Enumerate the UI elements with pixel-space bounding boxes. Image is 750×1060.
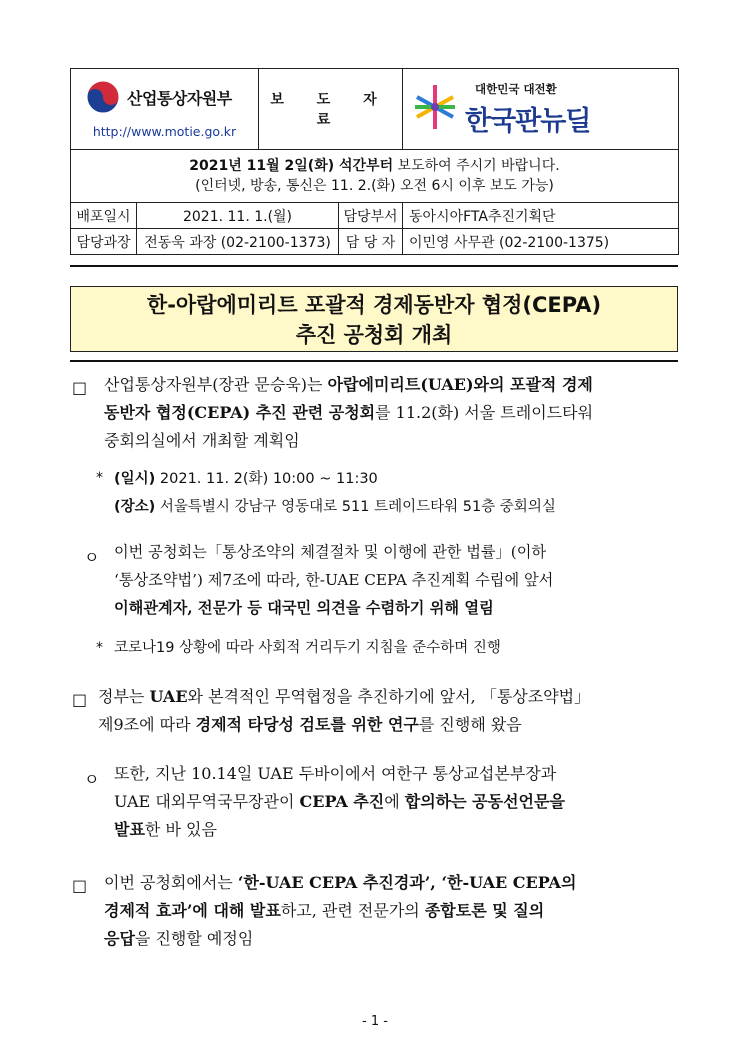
p3-emphasis: UAE [149, 687, 188, 706]
brand-logo-cell [403, 69, 679, 150]
p5-emphasis-3: 종합토론 및 질의 [424, 901, 545, 920]
p1-text-3: 중회의실에서 개최할 계획임 [104, 431, 300, 450]
page-number: - 1 - [362, 1014, 388, 1029]
p4-emphasis: CEPA 추진 [299, 792, 385, 811]
place-value: 서울특별시 강남구 영동대로 511 트레이드타워 51층 중회의실 [155, 499, 556, 515]
brand-name: 한국판뉴딜 [465, 106, 591, 137]
embargo-notice [71, 150, 679, 203]
p2-text-1: 이번 공청회는「통상조약의 체결절차 및 이행에 관한 법률」(이하 [114, 543, 547, 561]
paragraph-4 [114, 760, 680, 844]
p1-text: 산업통상자원부(장관 문승욱)는 [104, 375, 328, 394]
event-details [114, 465, 674, 521]
p2-emphasis: 이해관계자, 전문가 등 대국민 의견을 수렴하기 위해 열림 [114, 599, 494, 617]
director-value: 전동욱 과장 (02-2100-1373) [137, 229, 339, 255]
asterisk-marker: * [96, 470, 103, 486]
department-label: 담당부서 [339, 203, 403, 229]
p1-emphasis: 아랍에미리트(UAE)와의 포괄적 경제 [327, 375, 593, 394]
covid-note: 코로나19 상황에 따라 사회적 거리두기 지침을 준수하며 진행 [114, 640, 501, 656]
p3-emphasis-2: 경제적 타당성 검토를 위한 연구 [195, 715, 419, 734]
divider-bottom [70, 360, 678, 362]
p4-text-2: UAE 대외무역국무장관이 [114, 792, 300, 811]
p4-text-3: 에 [384, 792, 405, 811]
p4-text-4: 한 바 있음 [144, 820, 217, 839]
asterisk-marker-2: * [96, 640, 103, 656]
p5-text-2: 하고, 관련 전문가의 [280, 901, 425, 920]
p3-text: 정부는 [98, 687, 150, 706]
date-value: 2021. 11. 2(화) 10:00 ~ 11:30 [155, 471, 378, 487]
ministry-logo [85, 79, 232, 115]
circle-bullet: ㅇ [84, 548, 100, 567]
p2-text-2: ‘통상조약법’) 제7조에 따라, 한-UAE CEPA 추진계획 수립에 앞서 [114, 571, 554, 589]
p5-text-3: 을 진행할 예정임 [134, 929, 254, 948]
brand-slogan: 대한민국 대전환 [475, 82, 557, 96]
square-bullet: □ [72, 378, 88, 397]
p1-text-2: 를 11.2(화) 서울 트레이드타워 [375, 403, 594, 422]
ministry-logo-cell [71, 69, 259, 150]
taegeuk-emblem-icon [85, 79, 121, 115]
place-label: (장소) [114, 499, 156, 515]
square-bullet-3: □ [72, 876, 88, 895]
paragraph-5 [104, 869, 680, 953]
contact-value: 이민영 사무관 (02-2100-1375) [403, 229, 679, 255]
doc-title: 보 도 자 료 [259, 69, 403, 150]
director-label: 담당과장 [71, 229, 137, 255]
p4-emphasis-3: 발표 [114, 820, 145, 839]
p4-text-1: 또한, 지난 10.14일 UAE 두바이에서 여한구 통상교섭본부장과 [114, 764, 557, 783]
press-release-title [70, 286, 678, 352]
circle-bullet-2: ㅇ [84, 770, 100, 789]
header-table [70, 68, 679, 255]
square-bullet-2: □ [72, 690, 88, 709]
p1-emphasis-2: 동반자 협정(CEPA) 추진 관련 공청회 [104, 403, 376, 422]
p3-text-3: 제9조에 따라 [98, 715, 196, 734]
new-deal-logo-icon [411, 81, 459, 133]
embargo-date: 2021년 11월 2일(화) 석간부터 [189, 158, 394, 174]
ministry-name: 산업통상자원부 [127, 88, 232, 108]
release-date-value: 2021. 11. 1.(월) [137, 203, 339, 229]
embargo-online-note: (인터넷, 방송, 통신은 11. 2.(화) 오전 6시 이후 보도 가능) [195, 178, 554, 194]
p5-emphasis: ‘한-UAE CEPA 추진경과’, ‘한-UAE CEPA의 [237, 873, 577, 892]
contact-label: 담 당 자 [339, 229, 403, 255]
title-line-2: 추진 공청회 개최 [295, 323, 453, 347]
p4-emphasis-2: 합의하는 공동선언문을 [404, 792, 565, 811]
embargo-text: 보도하여 주시기 바랍니다. [393, 158, 560, 174]
p3-text-2: 와 본격적인 무역협정을 추진하기에 앞서, 「통상조약법」 [187, 687, 591, 706]
title-line-1: 한-아랍에미리트 포괄적 경제동반자 협정(CEPA) [146, 293, 602, 317]
divider-top [70, 265, 678, 267]
date-label: (일시) [114, 471, 156, 487]
department-value: 동아시아FTA추진기획단 [403, 203, 679, 229]
paragraph-3 [98, 683, 680, 739]
p3-text-4: 를 진행해 왔음 [418, 715, 522, 734]
release-date-label: 배포일시 [71, 203, 137, 229]
p5-emphasis-2: 경제적 효과’에 대해 발표 [104, 901, 281, 920]
p5-emphasis-4: 응답 [104, 929, 135, 948]
ministry-url[interactable]: http://www.motie.go.kr [92, 124, 237, 139]
p5-text: 이번 공청회에서는 [104, 873, 238, 892]
paragraph-1 [104, 371, 680, 455]
paragraph-2 [114, 538, 680, 622]
